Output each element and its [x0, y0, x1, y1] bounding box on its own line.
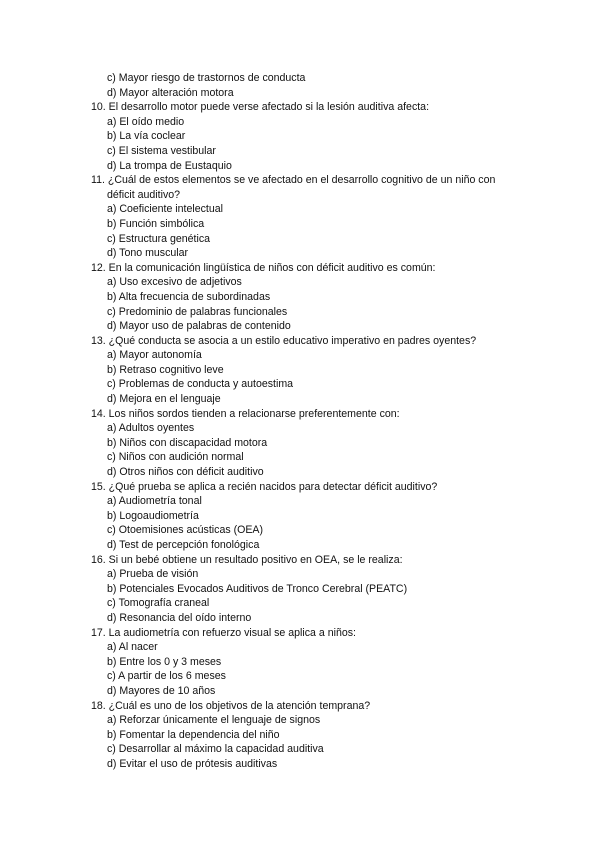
question-block — [0, 173, 600, 261]
answer-option: d) La trompa de Eustaquio — [107, 159, 232, 172]
answer-option: a) El oído medio — [107, 115, 185, 128]
answer-option: c) Problemas de conducta y autoestima — [107, 378, 294, 391]
question-block — [0, 626, 600, 699]
question-text: 18. ¿Cuál es uno de los objetivos de la atención temprana? — [91, 699, 371, 712]
question-block — [0, 407, 600, 480]
answer-option: d) Mayor uso de palabras de contenido — [107, 320, 291, 333]
answer-option: c) Mayor riesgo de trastornos de conducta — [107, 72, 306, 84]
answer-option: c) Niños con audición normal — [107, 451, 244, 464]
question-block — [0, 334, 600, 407]
answer-option: b) Retraso cognitivo leve — [107, 363, 224, 376]
answer-option: a) Adultos oyentes — [107, 422, 195, 435]
answer-option: a) Prueba de visión — [107, 568, 199, 581]
answer-option: d) Mayor alteración motora — [107, 86, 234, 99]
answer-option: d) Tono muscular — [107, 247, 189, 260]
answer-option: d) Resonancia del oído interno — [107, 611, 252, 624]
answer-option: c) Estructura genética — [107, 232, 211, 245]
question-block — [0, 553, 600, 626]
question-text: 14. Los niños sordos tienden a relacionarse preferentemente con: — [91, 407, 400, 420]
answer-option: a) Reforzar únicamente el lenguaje de signos — [107, 714, 321, 727]
answer-option: c) Desarrollar al máximo la capacidad auditiva — [107, 743, 324, 756]
answer-option: b) Logoaudiometría — [107, 509, 199, 522]
question-text: 13. ¿Qué conducta se asocia a un estilo educativo imperativo en padres oyentes? — [91, 334, 477, 347]
answer-option: b) La vía coclear — [107, 130, 186, 143]
answer-option: d) Mejora en el lenguaje — [107, 393, 221, 406]
answer-option: d) Mayores de 10 años — [107, 684, 216, 697]
answer-option: c) Otoemisiones acústicas (OEA) — [107, 524, 264, 537]
answer-option: b) Alta frecuencia de subordinadas — [107, 290, 271, 303]
answer-option: a) Uso excesivo de adjetivos — [107, 276, 242, 289]
question-block — [0, 480, 600, 553]
question-text: déficit auditivo? — [107, 188, 181, 201]
answer-option: d) Otros niños con déficit auditivo — [107, 466, 264, 479]
answer-option: b) Entre los 0 y 3 meses — [107, 655, 222, 668]
answer-option: d) Evitar el uso de prótesis auditivas — [107, 757, 278, 770]
answer-option: a) Al nacer — [107, 641, 158, 654]
answer-option: a) Mayor autonomía — [107, 349, 202, 362]
answer-option: d) Test de percepción fonológica — [107, 539, 260, 551]
question-block — [0, 100, 600, 173]
answer-option: a) Coeficiente intelectual — [107, 203, 224, 216]
answer-option: b) Potenciales Evocados Auditivos de Tronco Cerebral (PEATC) — [107, 582, 408, 595]
question-text: 12. En la comunicación lingüística de niños con déficit auditivo es común: — [91, 261, 436, 274]
question-text: 10. El desarrollo motor puede verse afectado si la lesión auditiva afecta: — [91, 101, 430, 114]
document-page — [0, 71, 600, 772]
question-text: 16. Si un bebé obtiene un resultado positivo en OEA, se le realiza: — [91, 553, 403, 566]
question-text: 17. La audiometría con refuerzo visual se aplica a niños: — [91, 626, 356, 639]
answer-option: b) Fomentar la dependencia del niño — [107, 728, 280, 741]
lead-options — [0, 71, 600, 100]
answer-option: c) A partir de los 6 meses — [107, 670, 226, 683]
answer-option: c) El sistema vestibular — [107, 144, 216, 157]
question-text: 15. ¿Qué prueba se aplica a recién nacidos para detectar déficit auditivo? — [91, 480, 438, 493]
answer-option: a) Audiometría tonal — [107, 495, 202, 508]
question-block — [0, 261, 600, 334]
answer-option: b) Niños con discapacidad motora — [107, 436, 268, 449]
answer-option: b) Función simbólica — [107, 217, 205, 230]
question-block — [0, 699, 600, 772]
question-text: 11. ¿Cuál de estos elementos se ve afectado en el desarrollo cognitivo de un niño con — [91, 174, 496, 187]
answer-option: c) Tomografía craneal — [107, 597, 210, 610]
question-list — [0, 100, 600, 771]
answer-option: c) Predominio de palabras funcionales — [107, 305, 288, 318]
